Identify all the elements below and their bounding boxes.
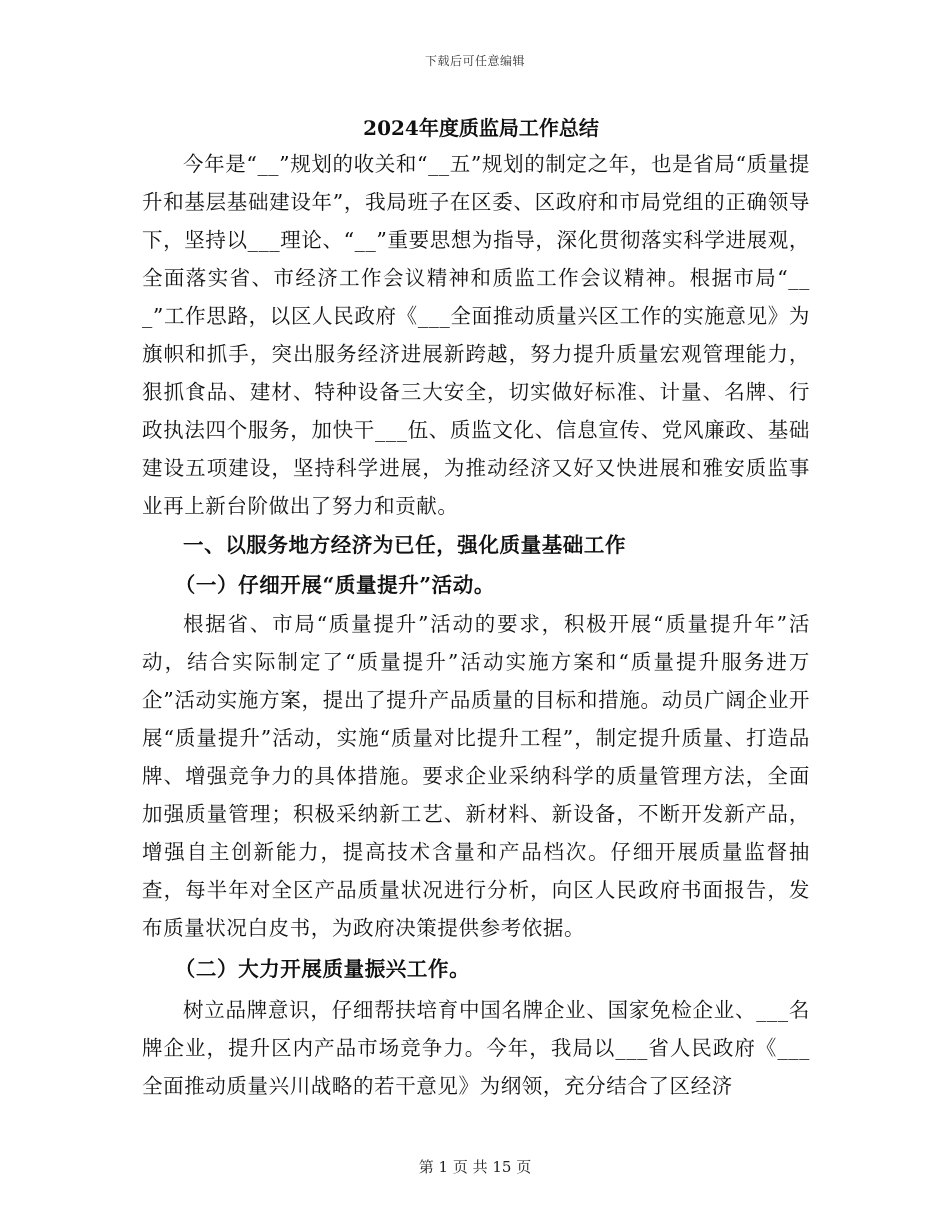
subsection-heading-2: （二）大力开展质量振兴工作。 (174, 957, 471, 981)
page-number: 第 1 页 共 15 页 (418, 1158, 532, 1176)
subsection-heading-1: （一）仔细开展“质量提升”活动。 (174, 573, 495, 597)
section-heading-1: 一、以服务地方经济为已任，强化质量基础工作 (183, 533, 627, 557)
paragraph-intro: 今年是“__”规划的收关和“__五”规划的制定之年，也是省局“质量提升和基层基础建设年”，我局班子在区委、区政府和市局党组的正确领导下，坚持以___理论、“__”重要思想为指导，深化贯彻落实科学进展观，全面落实省、市经济工作会议精神和质监工作会议精神。根据市局“___”工作思路，以区人民政府《___全面推动质量兴区工作的实施意见》为旗帜和抓手，突出服务经济进展新跨越，努力提升质量宏观管理能力，狠抓食品、建材、特种设备三大安全，切实做好标准、计量、名牌、行政执法四个服务，加快干___伍、质监文化、信息宣传、党风廉政、基础建设五项建设，坚持科学进展，为推动经济又好又快进展和雅安质监事业再上新台阶做出了努力和贡献。 (142, 152, 810, 518)
document-title: 2024年度质监局工作总结 (363, 116, 599, 140)
paragraph-brand: 树立品牌意识，仔细帮扶培育中国名牌企业、国家免检企业、___名牌企业，提升区内产品市场竞争力。今年，我局以___省人民政府《___全面推动质量兴川战略的若干意见》为纲领，充分结合了区经济 (142, 998, 810, 1098)
document-body (142, 112, 810, 1105)
paragraph-quality-improvement: 根据省、市局“质量提升”活动的要求，积极开展“质量提升年”活动，结合实际制定了“质量提升”活动实施方案和“质量提升服务进万企”活动实施方案，提出了提升产品质量的目标和措施。动员广阔企业开展“质量提升”活动，实施“质量对比提升工程”，制定提升质量、打造品牌、增强竞争力的具体措施。要求企业采纳科学的质量管理方法，全面加强质量管理；积极采纳新工艺、新材料、新设备，不断开发新产品，增强自主创新能力，提高技术含量和产品档次。仔细开展质量监督抽查，每半年对全区产品质量状况进行分析，向区人民政府书面报告，发布质量状况白皮书，为政府决策提供参考依据。 (142, 612, 810, 940)
header-note: 下载后可任意编辑 (424, 54, 525, 68)
